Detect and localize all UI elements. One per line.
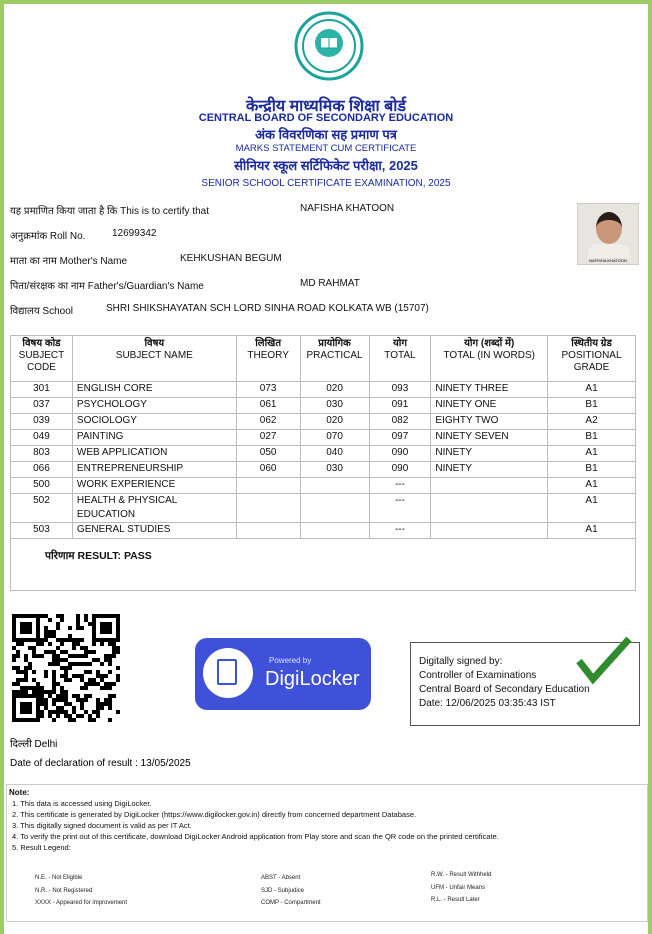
cell-subject-code: 502 (11, 494, 73, 523)
cell-grade: B1 (548, 398, 636, 414)
digilocker-badge (195, 638, 371, 710)
school-label: विद्यालय School (10, 306, 73, 317)
cbse-logo-icon (294, 10, 364, 82)
notes-title: Note: (9, 788, 30, 797)
cell-practical (300, 523, 369, 539)
cell-subject-code: 500 (11, 478, 73, 494)
cell-subject-name: ENTREPRENEURSHIP (72, 462, 236, 478)
digital-signature-box (410, 642, 640, 726)
cell-theory: 062 (236, 414, 300, 430)
table-row (11, 446, 636, 462)
cell-practical (300, 494, 369, 523)
cell-subject-name: PSYCHOLOGY (72, 398, 236, 414)
legend-rl: R.L. - Result Later (431, 897, 480, 903)
school-name: SHRI SHIKSHAYATAN SCH LORD SINHA ROAD KOLKATA WB (15707) (106, 303, 429, 314)
declaration-date: Date of declaration of result : 13/05/2025 (10, 758, 191, 769)
table-row (11, 462, 636, 478)
cell-grade: A1 (548, 494, 636, 523)
table-row (11, 430, 636, 446)
exam-title: SENIOR SCHOOL CERTIFICATE EXAMINATION, 2025 (201, 178, 451, 189)
cell-theory: 027 (236, 430, 300, 446)
table-row (11, 414, 636, 430)
certify-label: यह प्रमाणित किया जाता है कि This is to certify that (10, 206, 210, 217)
cell-theory: 061 (236, 398, 300, 414)
signer-title: Controller of Examinations (419, 670, 537, 681)
statement-title-hindi: अंक विवरणिका सह प्रमाण पत्र (255, 127, 397, 142)
cell-subject-code: 503 (11, 523, 73, 539)
signed-by: Digitally signed by: (419, 656, 503, 667)
legend-ne: N.E. - Not Eligible (35, 875, 83, 881)
qr-code-icon (12, 614, 122, 722)
cell-theory: 050 (236, 446, 300, 462)
board-title: CENTRAL BOARD OF SECONDARY EDUCATION (198, 112, 454, 124)
note-4: 4. To verify the print out of this certificate, download DigiLocker Android application from Play store and scan the QR code on the printed certificate. (12, 832, 499, 841)
table-row (11, 398, 636, 414)
cell-total-words (431, 494, 548, 523)
legend-xxxx: XXXX - Appeared for improvement (35, 900, 128, 906)
cell-practical: 040 (300, 446, 369, 462)
legend-abst: ABST - Absent (261, 875, 301, 881)
cell-practical: 030 (300, 462, 369, 478)
exam-title-hindi: सीनियर स्कूल सर्टिफिकेट परीक्षा, 2025 (234, 158, 418, 173)
notes-box (6, 784, 648, 922)
cell-total-words: EIGHTY TWO (431, 414, 548, 430)
cell-subject-code: 049 (11, 430, 73, 446)
cell-grade: A1 (548, 478, 636, 494)
table-header-row (11, 336, 636, 382)
cell-grade: A1 (548, 446, 636, 462)
cell-total-words: NINETY (431, 446, 548, 462)
cell-total: 097 (369, 430, 431, 446)
place: दिल्ली Delhi (10, 739, 58, 750)
cell-total-words: NINETY ONE (431, 398, 548, 414)
cell-theory: 073 (236, 382, 300, 398)
header-total: योग TOTAL (369, 336, 431, 382)
cell-total-words (431, 523, 548, 539)
header-total-words: योग (शब्दों में) TOTAL (IN WORDS) (431, 336, 548, 382)
powered-by: Powered by (269, 656, 312, 665)
roll-number: 12699342 (112, 228, 157, 239)
cell-theory: 060 (236, 462, 300, 478)
table-row (11, 478, 636, 494)
cell-subject-name: HEALTH & PHYSICAL EDUCATION (72, 494, 236, 523)
cell-grade: B1 (548, 430, 636, 446)
cell-total: 090 (369, 446, 431, 462)
table-row (11, 523, 636, 539)
marks-table (10, 335, 636, 591)
cell-total-words: NINETY (431, 462, 548, 478)
cell-grade: A1 (548, 523, 636, 539)
mother-label: माता का नाम Mother's Name (10, 256, 128, 267)
cell-total: --- (369, 494, 431, 523)
board-title-hindi: केन्द्रीय माध्यमिक शिक्षा बोर्ड (246, 98, 406, 115)
table-row (11, 494, 636, 523)
cell-practical: 020 (300, 414, 369, 430)
legend-rw: R.W. - Result Withheld (431, 872, 492, 878)
cell-subject-code: 037 (11, 398, 73, 414)
header-practical: प्रायोगिक PRACTICAL (300, 336, 369, 382)
cell-total-words: NINETY SEVEN (431, 430, 548, 446)
roll-label: अनुक्रमांक Roll No. (10, 231, 86, 242)
cell-theory (236, 494, 300, 523)
cell-total: 082 (369, 414, 431, 430)
cell-grade: B1 (548, 462, 636, 478)
photo-caption: NAFISHA KHATOON (589, 258, 627, 263)
cell-practical: 070 (300, 430, 369, 446)
header-grade: स्थितीय ग्रेड POSITIONAL GRADE (548, 336, 636, 382)
cell-grade: A1 (548, 382, 636, 398)
signature-date: Date: 12/06/2025 03:35:43 IST (419, 698, 556, 709)
student-photo (577, 203, 639, 265)
signer-org: Central Board of Secondary Education (419, 684, 590, 695)
cell-total-words (431, 478, 548, 494)
student-name: NAFISHA KHATOON (300, 203, 395, 214)
cell-theory (236, 523, 300, 539)
cell-subject-name: WORK EXPERIENCE (72, 478, 236, 494)
cell-total-words: NINETY THREE (431, 382, 548, 398)
cell-subject-name: WEB APPLICATION (72, 446, 236, 462)
mother-name: KEHKUSHAN BEGUM (180, 253, 282, 264)
header-theory: लिखित THEORY (236, 336, 300, 382)
cell-practical (300, 478, 369, 494)
legend-comp: COMP - Compartment (261, 900, 321, 906)
cell-total: --- (369, 523, 431, 539)
cell-subject-name: GENERAL STUDIES (72, 523, 236, 539)
digilocker-logo-icon (203, 648, 253, 698)
legend-nr: N.R. - Not Registered (35, 888, 93, 894)
note-1: 1. This data is accessed using DigiLocker. (12, 799, 152, 808)
cell-subject-name: SOCIOLOGY (72, 414, 236, 430)
cell-total: 091 (369, 398, 431, 414)
statement-title: MARKS STATEMENT CUM CERTIFICATE (235, 143, 417, 154)
cell-total: --- (369, 478, 431, 494)
father-name: MD RAHMAT (300, 278, 360, 289)
cell-subject-code: 803 (11, 446, 73, 462)
cell-practical: 030 (300, 398, 369, 414)
cell-total: 093 (369, 382, 431, 398)
header-subject-code: विषय कोड SUBJECT CODE (11, 336, 73, 382)
note-3: 3. This digitally signed document is valid as per IT Act. (12, 821, 192, 830)
cell-grade: A2 (548, 414, 636, 430)
table-row (11, 382, 636, 398)
cell-theory (236, 478, 300, 494)
cell-total: 090 (369, 462, 431, 478)
cell-subject-code: 039 (11, 414, 73, 430)
cell-subject-code: 301 (11, 382, 73, 398)
father-label: पिता/संरक्षक का नाम Father's/Guardian's Name (10, 281, 204, 292)
legend-sjd: SJD - Subjudice (261, 888, 305, 894)
header-subject-name: विषय SUBJECT NAME (72, 336, 236, 382)
cell-subject-name: ENGLISH CORE (72, 382, 236, 398)
checkmark-icon (573, 635, 633, 685)
digilocker-name: DigiLocker (265, 668, 360, 690)
result: परिणाम RESULT: PASS (11, 539, 636, 591)
note-5: 5. Result Legend: (12, 843, 71, 852)
legend-ufm: UFM - Unfair Means (431, 885, 486, 891)
cell-practical: 020 (300, 382, 369, 398)
cell-subject-code: 066 (11, 462, 73, 478)
note-2: 2. This certificate is generated by DigiLocker (https://www.digilocker.gov.in) directly from concerned department Database. (12, 810, 417, 819)
cell-subject-name: PAINTING (72, 430, 236, 446)
